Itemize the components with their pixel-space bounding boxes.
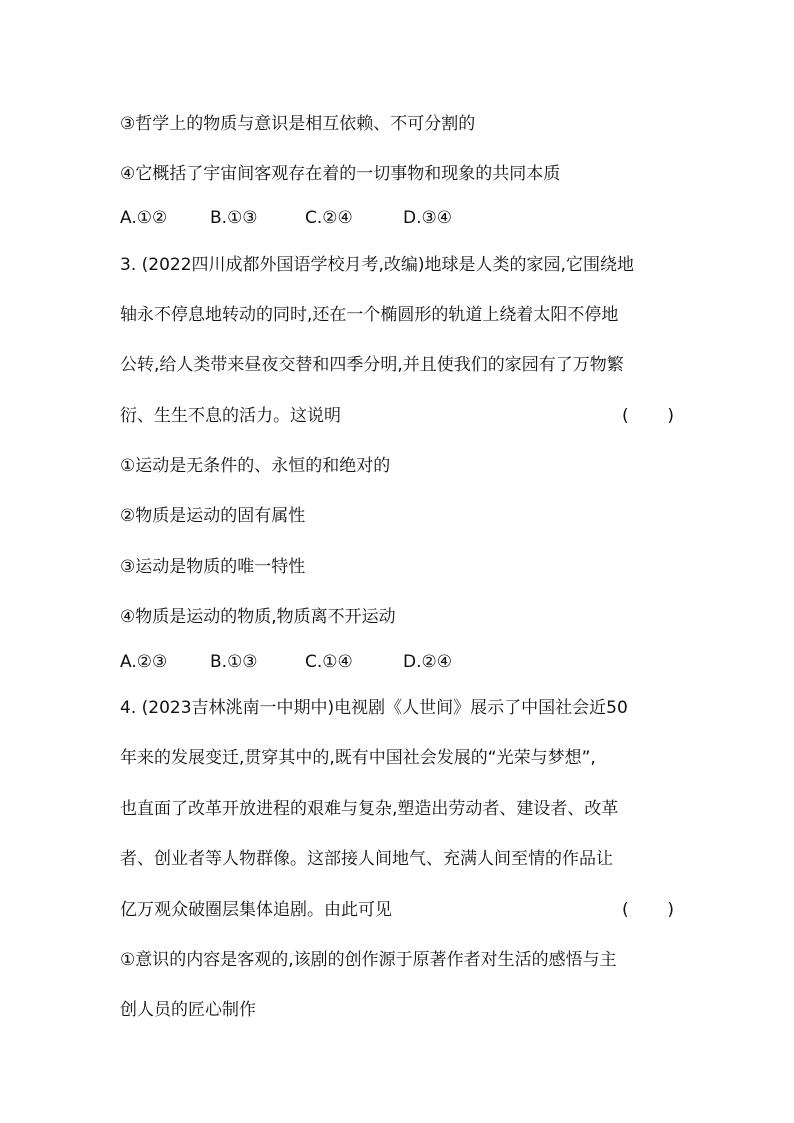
q2-option-4: ④它概括了宇宙间客观存在着的一切事物和现象的共同本质 [120, 164, 561, 184]
q4-paren-close: ) [667, 900, 674, 920]
q3-option-1: ①运动是无条件的、永恒的和绝对的 [120, 456, 391, 476]
q3-answer-blank [622, 404, 674, 428]
q2-option-3: ③哲学上的物质与意识是相互依赖、不可分割的 [120, 114, 476, 134]
q2-answer-choices [120, 206, 674, 230]
q3-answer-choices [120, 650, 674, 674]
q2-choice-b: B.①③ [210, 208, 258, 228]
q2-choice-d: D.③④ [403, 208, 452, 228]
q3-choice-b: B.①③ [210, 652, 258, 672]
q4-option-1-line-2: 创人员的匠心制作 [120, 1000, 256, 1020]
q4-answer-blank [622, 898, 674, 922]
q4-paren-open: ( [622, 900, 629, 920]
q3-paren-open: ( [622, 406, 629, 426]
q3-stem-text: 衍、生生不息的活力。这说明 [120, 406, 341, 426]
q3-stem-line-3: 公转,给人类带来昼夜交替和四季分明,并且使我们的家园有了万物繁 [120, 355, 624, 375]
q3-option-2: ②物质是运动的固有属性 [120, 506, 306, 526]
q3-option-3: ③运动是物质的唯一特性 [120, 557, 306, 577]
q4-stem-line-5 [120, 898, 674, 922]
q3-paren-close: ) [667, 406, 674, 426]
q3-choice-d: D.②④ [403, 652, 452, 672]
q4-option-1-line-1: ①意识的内容是客观的,该剧的创作源于原著作者对生活的感悟与主 [120, 950, 617, 970]
q4-stem-line-3: 也直面了改革开放进程的艰难与复杂,塑造出劳动者、建设者、改革 [120, 799, 619, 819]
q2-choice-c: C.②④ [305, 208, 353, 228]
q3-choice-c: C.①④ [305, 652, 353, 672]
q2-choice-a: A.①② [120, 208, 168, 228]
q4-stem-line-4: 者、创业者等人物群像。这部接人间地气、充满人间至情的作品让 [120, 849, 613, 869]
q3-option-4: ④物质是运动的物质,物质离不开运动 [120, 607, 396, 627]
q4-stem-line-1: 4. (2023吉林洮南一中期中)电视剧《人世间》展示了中国社会近50 [120, 698, 628, 718]
q3-stem-line-2: 轴永不停息地转动的同时,还在一个椭圆形的轨道上绕着太阳不停地 [120, 305, 619, 325]
q4-stem-text: 亿万观众破圈层集体追剧。由此可见 [120, 900, 392, 920]
q3-choice-a: A.②③ [120, 652, 168, 672]
q4-stem-line-2: 年来的发展变迁,贯穿其中的,既有中国社会发展的“光荣与梦想”, [120, 748, 596, 768]
q3-stem-line-4 [120, 404, 674, 428]
q3-stem-line-1: 3. (2022四川成都外国语学校月考,改编)地球是人类的家园,它围绕地 [120, 255, 634, 275]
